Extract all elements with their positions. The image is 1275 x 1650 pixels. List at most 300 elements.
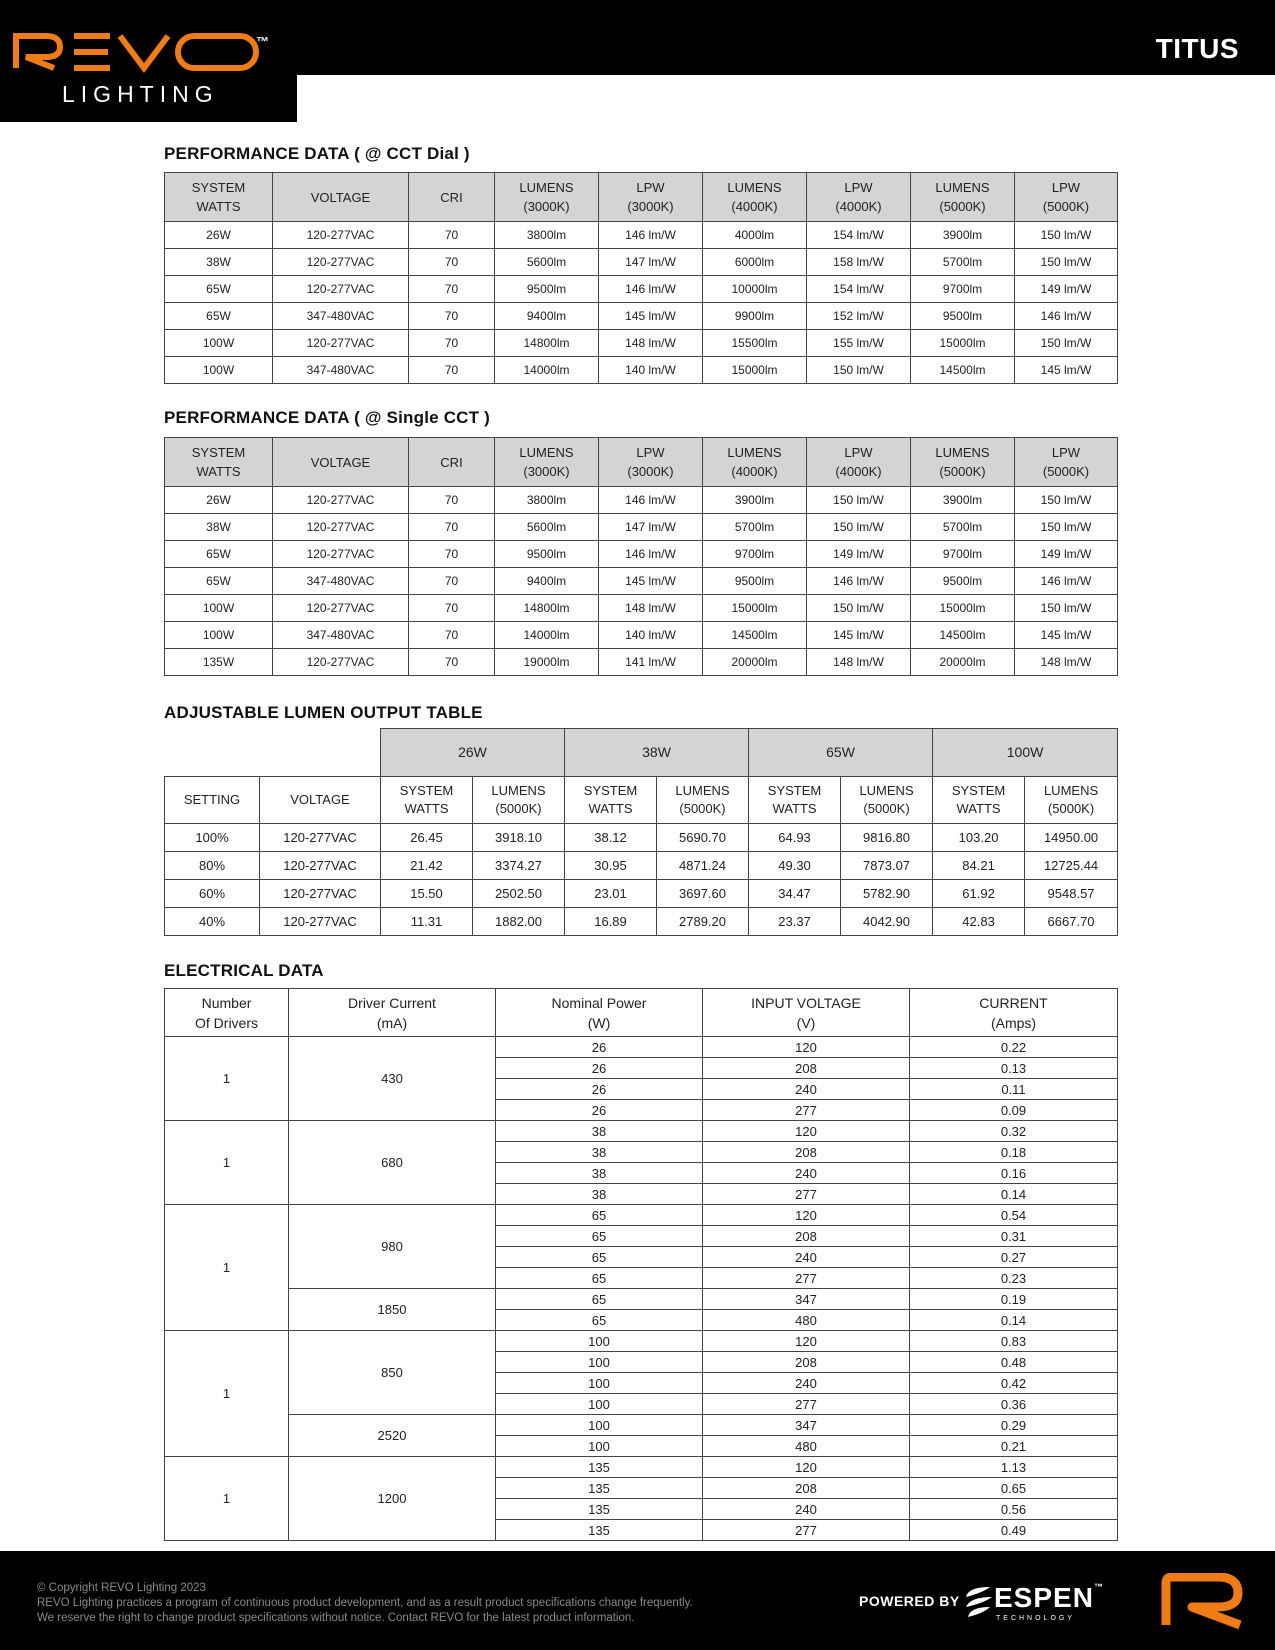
table-cell: 64.93 [749,824,841,852]
table-row [165,222,1118,249]
table-cell: 49.30 [749,852,841,880]
table-row [165,824,1118,852]
column-header [496,989,703,1037]
table-row [165,1289,1118,1310]
table-cell: 15000lm [911,595,1015,622]
column-header-line1: CRI [440,454,463,470]
table-cell: 155 lm/W [807,330,911,357]
table-cell: 9500lm [703,568,807,595]
table-cell: 146 lm/W [1015,568,1118,595]
table-cell: 347-480VAC [273,357,409,384]
sub-header [565,777,657,824]
revo-r-icon [1160,1573,1250,1629]
table-cell: 26W [165,487,273,514]
perf-dial-title: PERFORMANCE DATA ( @ CCT Dial ) [164,144,470,163]
table-cell: 0.83 [910,1331,1118,1352]
table-cell: 100W [165,330,273,357]
table-cell: 38 [496,1121,703,1142]
table-cell: 347-480VAC [273,303,409,330]
column-header-line2: (mA) [376,1014,408,1031]
table-cell: 23.37 [749,908,841,936]
column-header-line1: Nominal Power [551,994,647,1011]
table-cell: 26W [165,222,273,249]
table-cell: 240 [703,1373,910,1394]
table-row [165,1331,1118,1352]
column-header [910,989,1118,1037]
table-cell: 9500lm [495,541,599,568]
table-row [165,595,1118,622]
table-cell: 70 [409,541,495,568]
table-cell: 135 [496,1499,703,1520]
table-cell: 9700lm [911,276,1015,303]
espen-swoosh-icon [962,1583,994,1619]
table-cell: 38 [496,1142,703,1163]
table-cell: 0.23 [910,1268,1118,1289]
table-cell: 149 lm/W [807,541,911,568]
table-cell: 277 [703,1520,910,1541]
sub-header-line1: LUMENS [491,783,546,798]
table-cell: 9500lm [911,303,1015,330]
table-cell: 14500lm [703,622,807,649]
table-cell: 5700lm [911,249,1015,276]
table-row [165,852,1118,880]
table-cell: 148 lm/W [1015,649,1118,676]
column-header-line1: LUMENS [519,445,574,460]
product-name: TITUS [1155,33,1239,64]
column-header [703,438,807,487]
table-row [165,541,1118,568]
sub-header-line2: (5000K) [1047,801,1095,816]
perf-single-table [164,437,1118,676]
column-header-line2: WATTS [196,199,241,214]
drivers-cell: 1 [165,1331,289,1457]
table-cell: 100 [496,1331,703,1352]
table-cell: 135 [496,1478,703,1499]
table-cell: 146 lm/W [807,568,911,595]
column-header-line2: (5000K) [939,464,986,479]
table-row [165,908,1118,936]
table-row [165,568,1118,595]
table-cell: 208 [703,1226,910,1247]
table-cell: 65W [165,541,273,568]
column-header-line2: (4000K) [835,199,882,214]
table-cell: 240 [703,1163,910,1184]
column-header [703,173,807,222]
column-header-line1: CURRENT [979,994,1048,1011]
table-cell: 70 [409,568,495,595]
table-cell: 9816.80 [841,824,933,852]
table-cell: 347-480VAC [273,568,409,595]
column-header-line2: (3000K) [523,464,570,479]
column-header [409,173,495,222]
table-cell: 15500lm [703,330,807,357]
column-header-line1: LUMENS [935,180,990,195]
table-cell: 0.49 [910,1520,1118,1541]
table-cell: 208 [703,1058,910,1079]
column-header-line1: SYSTEM [191,445,246,460]
drivers-cell: 1 [165,1457,289,1541]
table-cell: 9500lm [495,276,599,303]
table-cell: 135 [496,1520,703,1541]
column-header-line1: INPUT VOLTAGE [751,994,861,1011]
column-header-line2: (5000K) [1042,464,1090,479]
driver-current-cell: 1850 [289,1289,496,1331]
adjustable-table [164,728,1118,936]
table-cell: 70 [409,330,495,357]
column-header [289,989,496,1037]
table-cell: 3800lm [495,487,599,514]
table-cell: 480 [703,1436,910,1457]
blank-cell [165,729,381,777]
table-cell: 4000lm [703,222,807,249]
table-cell: 100% [165,824,260,852]
table-cell: 120-277VAC [273,330,409,357]
table-row [165,880,1118,908]
table-cell: 120 [703,1457,910,1478]
sub-header-row [165,777,1118,824]
column-header-line1: VOLTAGE [310,454,371,470]
table-cell: 347 [703,1289,910,1310]
column-header [273,438,409,487]
wattage-group-header: 38W [565,729,749,777]
table-cell: 120-277VAC [273,514,409,541]
column-header [703,989,910,1037]
column-header [807,438,911,487]
column-header-line1: LPW [844,445,873,460]
table-cell: 277 [703,1268,910,1289]
table-cell: 0.65 [910,1478,1118,1499]
table-cell: 120 [703,1205,910,1226]
table-cell: 277 [703,1100,910,1121]
column-header-line1: LPW [1051,445,1081,460]
powered-by-label: POWERED BY [859,1593,960,1609]
table-cell: 26 [496,1058,703,1079]
sub-header-line1: LUMENS [1043,783,1099,798]
table-cell: 0.13 [910,1058,1118,1079]
table-cell: 148 lm/W [599,595,703,622]
column-header [165,989,289,1037]
table-cell: 150 lm/W [1015,595,1118,622]
table-cell: 148 lm/W [599,330,703,357]
table-cell: 120-277VAC [273,222,409,249]
table-cell: 146 lm/W [599,222,703,249]
table-cell: 147 lm/W [599,249,703,276]
table-cell: 15000lm [911,330,1015,357]
sub-header-line2: WATTS [956,801,1001,816]
table-row [165,514,1118,541]
table-row [165,622,1118,649]
driver-current-cell: 680 [289,1121,496,1205]
sub-header [1025,777,1118,824]
table-cell: 150 lm/W [1015,330,1118,357]
table-cell: 5700lm [703,514,807,541]
table-cell: 9900lm [703,303,807,330]
table-cell: 7873.07 [841,852,933,880]
table-cell: 120-277VAC [273,276,409,303]
table-cell: 3900lm [911,487,1015,514]
table-row [165,1457,1118,1478]
table-cell: 146 lm/W [599,487,703,514]
table-cell: 14800lm [495,330,599,357]
table-cell: 148 lm/W [807,649,911,676]
copyright: © Copyright REVO Lighting 2023 [37,1582,206,1594]
sub-header-line1: SYSTEM [767,783,822,798]
table-cell: 16.89 [565,908,657,936]
table-cell: 19000lm [495,649,599,676]
column-header-line2: (3000K) [627,464,674,479]
table-cell: 150 lm/W [807,357,911,384]
table-row [165,249,1118,276]
table-cell: 38W [165,249,273,276]
logo-subtitle: LIGHTING [62,81,219,107]
table-cell: 146 lm/W [599,276,703,303]
table-cell: 70 [409,514,495,541]
table-cell: 9400lm [495,568,599,595]
column-header-line2: (Amps) [990,1014,1037,1031]
table-row [165,1415,1118,1436]
table-cell: 0.09 [910,1100,1118,1121]
table-cell: 0.54 [910,1205,1118,1226]
table-cell: 120-277VAC [260,908,381,936]
driver-current-cell: 430 [289,1037,496,1121]
table-cell: 140 lm/W [599,357,703,384]
sub-header [657,777,749,824]
column-header [273,173,409,222]
column-header [495,438,599,487]
table-cell: 9548.57 [1025,880,1118,908]
column-header-line2: Of Drivers [195,1014,258,1031]
column-header [1015,438,1118,487]
table-cell: 65 [496,1310,703,1331]
footer-disclaimer-2: We reserve the right to change product specifications without notice. Contact REVO for the latest product information. [37,1612,635,1624]
table-cell: 208 [703,1352,910,1373]
column-header-line1: LPW [636,445,665,460]
table-cell: 65W [165,303,273,330]
table-cell: 0.21 [910,1436,1118,1457]
drivers-cell: 1 [165,1037,289,1121]
column-header-line1: LUMENS [727,445,782,460]
table-cell: 120 [703,1037,910,1058]
sub-header [933,777,1025,824]
table-cell: 100W [165,622,273,649]
table-row [165,330,1118,357]
sub-header-line1: SYSTEM [399,783,454,798]
table-cell: 5690.70 [657,824,749,852]
column-header-line1: Number [201,994,252,1011]
table-cell: 70 [409,622,495,649]
table-cell: 34.47 [749,880,841,908]
column-header-line2: (5000K) [939,199,986,214]
table-cell: 145 lm/W [599,303,703,330]
table-cell: 4042.90 [841,908,933,936]
table-cell: 9700lm [911,541,1015,568]
table-cell: 70 [409,649,495,676]
table-row [165,357,1118,384]
header-row [165,438,1118,487]
table-cell: 3900lm [703,487,807,514]
drivers-cell: 1 [165,1205,289,1331]
table-cell: 100 [496,1352,703,1373]
footer [0,1551,1275,1650]
table-cell: 14000lm [495,357,599,384]
table-row [165,1205,1118,1226]
driver-current-cell: 1200 [289,1457,496,1541]
table-cell: 26 [496,1100,703,1121]
table-row [165,303,1118,330]
table-cell: 70 [409,276,495,303]
table-cell: 65W [165,568,273,595]
table-cell: 150 lm/W [807,514,911,541]
column-header-line1: Driver Current [348,994,436,1011]
table-cell: 40% [165,908,260,936]
table-cell: 0.29 [910,1415,1118,1436]
column-header-line1: VOLTAGE [310,189,371,205]
table-cell: 0.42 [910,1373,1118,1394]
column-header [599,173,703,222]
table-cell: 61.92 [933,880,1025,908]
column-header-line1: LUMENS [519,180,574,195]
table-cell: 347 [703,1415,910,1436]
table-cell: 100 [496,1373,703,1394]
column-header-line2: (5000K) [1042,199,1090,214]
table-cell: 14500lm [911,357,1015,384]
table-cell: 0.16 [910,1163,1118,1184]
table-cell: 5782.90 [841,880,933,908]
table-cell: 150 lm/W [807,487,911,514]
drivers-cell: 1 [165,1121,289,1205]
column-header [911,173,1015,222]
table-cell: 38 [496,1184,703,1205]
table-cell: 1882.00 [473,908,565,936]
table-cell: 0.14 [910,1184,1118,1205]
table-cell: 21.42 [381,852,473,880]
table-cell: 14000lm [495,622,599,649]
sub-header-line2: (5000K) [495,801,542,816]
table-cell: 26 [496,1037,703,1058]
wattage-group-header: 65W [749,729,933,777]
sub-header [381,777,473,824]
sub-header-line1: LUMENS [675,783,730,798]
table-cell: 120-277VAC [273,649,409,676]
table-cell: 120-277VAC [273,595,409,622]
table-cell: 65 [496,1268,703,1289]
table-cell: 5600lm [495,249,599,276]
column-header [599,438,703,487]
table-cell: 120 [703,1121,910,1142]
table-cell: 150 lm/W [1015,487,1118,514]
table-cell: 145 lm/W [807,622,911,649]
table-cell: 3900lm [911,222,1015,249]
sub-header-line2: (5000K) [863,801,910,816]
table-cell: 26.45 [381,824,473,852]
column-header-line2: (4000K) [731,199,778,214]
table-cell: 42.83 [933,908,1025,936]
table-cell: 70 [409,595,495,622]
header-row [165,989,1118,1037]
table-cell: 100 [496,1415,703,1436]
table-cell: 154 lm/W [807,222,911,249]
electrical-table [164,988,1118,1541]
group-header-row [165,729,1118,777]
table-cell: 100 [496,1436,703,1457]
revo-logo [12,30,274,74]
logo-block [0,0,297,122]
sub-header-line2: WATTS [588,801,633,816]
table-cell: 15.50 [381,880,473,908]
wattage-group-header: 100W [933,729,1118,777]
column-header-line2: (3000K) [627,199,674,214]
table-cell: 65 [496,1247,703,1268]
espen-logo-text: ESPEN™ [994,1582,1104,1613]
table-cell: 9500lm [911,568,1015,595]
table-cell: 23.01 [565,880,657,908]
column-header [165,173,273,222]
table-cell: 70 [409,487,495,514]
table-cell: 150 lm/W [1015,514,1118,541]
column-header-line1: LPW [1051,180,1081,195]
column-header-line1: LPW [844,180,873,195]
table-cell: 4871.24 [657,852,749,880]
table-row [165,1121,1118,1142]
perf-single-title: PERFORMANCE DATA ( @ Single CCT ) [164,408,491,427]
table-cell: 9700lm [703,541,807,568]
table-cell: 0.32 [910,1121,1118,1142]
table-cell: 150 lm/W [807,595,911,622]
table-cell: 65 [496,1226,703,1247]
table-cell: 0.36 [910,1394,1118,1415]
column-header-line2: (3000K) [523,199,570,214]
column-header-line2: (W) [587,1014,611,1031]
table-cell: 0.14 [910,1310,1118,1331]
setting-header: SETTING [165,777,260,824]
column-header-line1: LUMENS [727,180,782,195]
table-cell: 30.95 [565,852,657,880]
table-cell: 146 lm/W [599,541,703,568]
table-cell: 0.22 [910,1037,1118,1058]
table-cell: 3697.60 [657,880,749,908]
column-header-line1: LUMENS [935,445,990,460]
table-cell: 5600lm [495,514,599,541]
table-cell: 120-277VAC [260,824,381,852]
table-cell: 6667.70 [1025,908,1118,936]
table-cell: 0.56 [910,1499,1118,1520]
table-cell: 0.18 [910,1142,1118,1163]
table-cell: 65 [496,1289,703,1310]
table-cell: 120-277VAC [273,249,409,276]
table-cell: 146 lm/W [1015,303,1118,330]
driver-current-cell: 980 [289,1205,496,1289]
table-cell: 154 lm/W [807,276,911,303]
sub-header-line2: WATTS [772,801,817,816]
espen-subtitle: TECHNOLOGY [996,1615,1076,1622]
header-row [165,173,1118,222]
table-cell: 0.31 [910,1226,1118,1247]
table-cell: 100W [165,357,273,384]
table-cell: 145 lm/W [1015,357,1118,384]
logo-tm: ™ [256,34,269,49]
table-cell: 65W [165,276,273,303]
table-cell: 100 [496,1394,703,1415]
column-header-line2: WATTS [196,464,241,479]
table-cell: 70 [409,249,495,276]
table-cell: 150 lm/W [1015,222,1118,249]
wattage-group-header: 26W [381,729,565,777]
table-cell: 11.31 [381,908,473,936]
column-header-line1: CRI [440,189,463,205]
table-cell: 0.19 [910,1289,1118,1310]
adjustable-title: ADJUSTABLE LUMEN OUTPUT TABLE [164,703,483,722]
table-cell: 20000lm [911,649,1015,676]
